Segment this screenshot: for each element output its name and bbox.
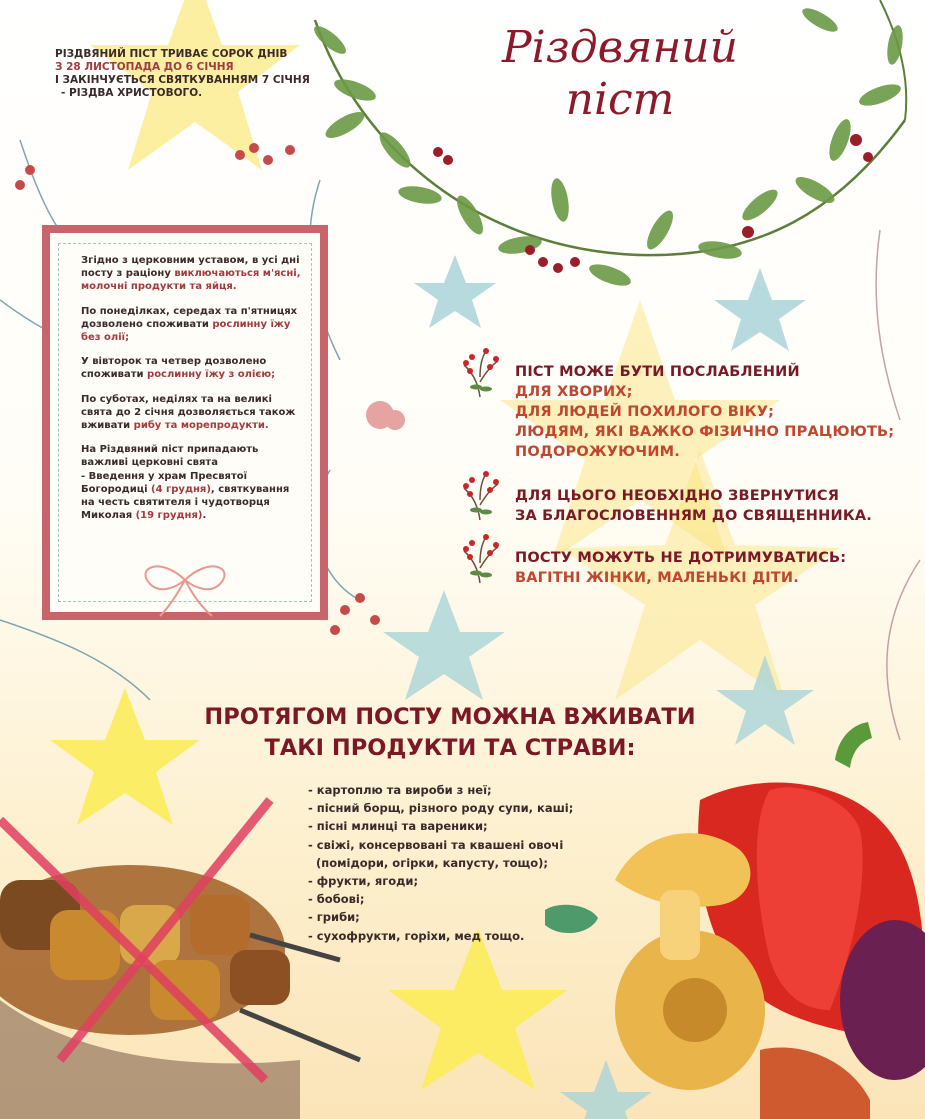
rules-card [42,225,328,620]
title-line: Різдвяний [502,22,738,73]
intro-text [55,48,310,100]
rule-highlight: рослинну їжу без олії; [81,318,291,344]
bow-icon [130,558,240,618]
intro-line: РІЗДВЯНИЙ ПІСТ ТРИВАЄ СОРОК ДНІВ [55,48,288,60]
star-icon [388,928,568,1090]
block-heading: ПОСТУ МОЖУТЬ НЕ ДОТРИМУВАТИСЬ: [515,550,847,566]
rule-paragraph [81,393,301,433]
page-title [470,22,770,126]
list-item: - пісний борщ, різного роду супи, каші; [308,801,574,816]
rule-text: По суботах, неділях та на великі свята до 2 січня дозволяється також вживати [81,393,296,432]
heading-line: ПРОТЯГОМ ПОСТУ МОЖНА ВЖИВАТИ [204,704,696,730]
rule-highlight: виключаються м'ясні, молочні продукти та яйця. [81,268,301,293]
block-line: ДЛЯ ЦЬОГО НЕОБХІДНО ЗВЕРНУТИСЯ [515,488,840,504]
list-item: ДЛЯ ЛЮДЕЙ ПОХИЛОГО ВІКУ; [515,404,775,420]
star-icon [560,1060,652,1119]
list-item: - сухофрукти, горіхи, мед тощо. [308,928,525,943]
rules-card-inner [58,243,312,602]
list-item: - гриби; [308,910,360,925]
list-item: (помідори, огірки, капусту, тощо); [308,855,549,870]
rule-text: На Різдвяний піст припадають важливі церковні свята [81,444,259,469]
rule-paragraph [81,305,301,345]
rule-text: У вівторок та четвер дозволено споживати [81,356,267,381]
rule-text: Згідно з церковним уставом, в усі дні посту з раціону [81,255,300,280]
list-item: - фрукти, ягоди; [308,874,419,889]
heading-line: ТАКІ ПРОДУКТИ ТА СТРАВИ: [264,735,636,761]
star-icon [383,590,505,700]
intro-line: - РІЗДВА ХРИСТОВОГО. [61,87,203,99]
list-item: - пісні млинці та вареники; [308,819,488,834]
rule-text: По понеділках, середах та п'ятницях дозволено споживати [81,305,298,330]
list-item: - бобові; [308,892,365,907]
products-heading [130,702,770,764]
berry-sprig-icon [460,533,502,585]
rule-paragraph [81,254,301,294]
blessing-block [515,486,872,526]
products-list [308,781,573,945]
list-item: ВАГІТНІ ЖІНКИ, МАЛЕНЬКІ ДІТИ. [515,570,799,586]
list-item: ЛЮДЯМ, ЯКІ ВАЖКО ФІЗИЧНО ПРАЦЮЮТЬ; [515,424,895,440]
list-item: ДЛЯ ХВОРИХ; [515,384,633,400]
intro-line: З 28 ЛИСТОПАДА ДО 6 СІЧНЯ [55,61,234,73]
vegetables-illustration [545,722,925,1119]
berry-sprig-icon [460,347,502,399]
title-line: піст [565,74,675,125]
rule-highlight: рослинну їжу з олією; [147,369,276,381]
list-item: - картоплю та вироби з неї; [308,783,492,797]
rule-paragraph [81,443,301,522]
intro-line: І ЗАКІНЧУЄТЬСЯ СВЯТКУВАННЯМ 7 СІЧНЯ [55,74,310,86]
block-line: ЗА БЛАГОСЛОВЕННЯМ ДО СВЯЩЕННИКА. [515,508,872,524]
rule-text: . [202,510,207,522]
exemption-block [515,548,846,588]
rule-text: - Введення у храм Пресвятої Богородиці [81,470,248,495]
rule-highlight: рибу та морепродукти. [133,420,269,432]
list-item: - свіжі, консервовані та квашені овочі [308,837,564,852]
star-icon [714,268,806,351]
skewer-illustration [0,800,360,1119]
star-icon [414,255,496,328]
relaxation-block [515,362,894,462]
rule-paragraph [81,355,301,381]
block-heading: ПІСТ МОЖЕ БУТИ ПОСЛАБЛЕНИЙ [515,364,800,380]
rule-date: (4 грудня) [151,483,211,495]
rule-date: (19 грудня) [135,510,203,522]
list-item: ПОДОРОЖУЮЧИМ. [515,444,680,460]
rule-text: , святкування на честь святителя і чудотворця Миколая [81,483,290,522]
berry-sprig-icon [460,470,502,522]
